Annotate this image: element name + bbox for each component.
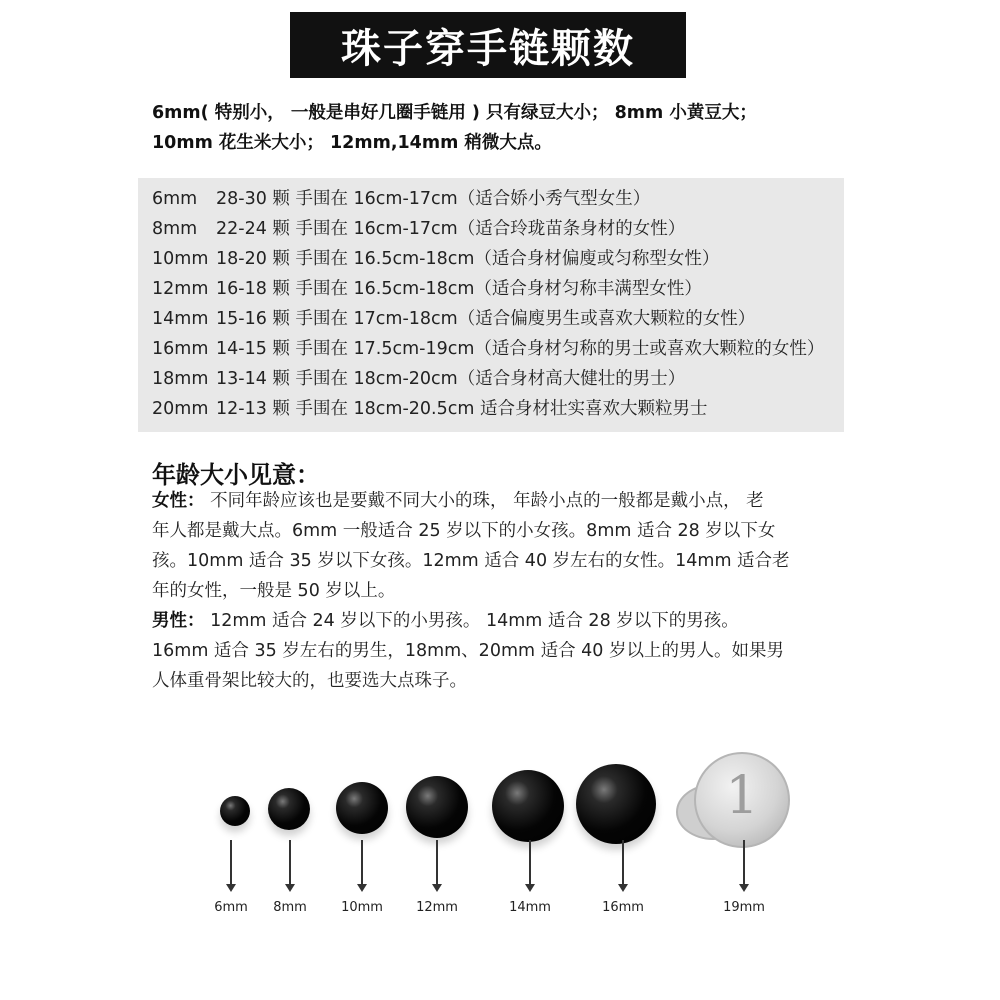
female-line: 孩。10mm 适合 35 岁以下女孩。12mm 适合 40 岁左右的女性。14mm 适合老 [152,551,790,571]
table-row [152,214,685,244]
bead-size-comparison-photo [0,740,1000,940]
bead-6mm [220,796,250,826]
male-paragraph [152,606,852,696]
arrow-down-icon [622,840,624,886]
bead-size: 10mm [152,249,209,269]
male-line: 16mm 适合 35 岁左右的男生，18mm、20mm 适合 40 岁以上的男人。如果男 [152,641,784,661]
intro-line: 6mm( 特别小， 一般是串好几圈手链用 ) 只有绿豆大小； 8mm 小黄豆大； [152,103,757,123]
arrow-down-icon [289,840,291,886]
bead-12mm [406,776,468,838]
male-line: 12mm 适合 24 岁以下的小男孩。 14mm 适合 28 岁以下的男孩。 [204,611,739,631]
bead-size: 18mm [152,369,209,389]
page-title: 珠子穿手链颗数 [290,12,686,78]
bead-info: 13-14 颗 手围在 18cm-20cm（适合身材高大健壮的男士） [216,369,686,389]
male-line: 人体重骨架比较大的，也要选大点珠子。 [152,671,467,691]
intro-line: 10mm 花生米大小； 12mm,14mm 稍微大点。 [152,133,552,153]
bead-size: 14mm [152,309,209,329]
bead-size: 12mm [152,279,209,299]
table-row [152,184,650,214]
bead-8mm [268,788,310,830]
bead-label: 16mm [602,900,644,915]
female-paragraph [152,486,852,606]
bead-info: 28-30 颗 手围在 16cm-17cm（适合娇小秀气型女生） [216,189,651,209]
arrow-down-icon [361,840,363,886]
female-label: 女性： [152,491,205,511]
table-row [152,244,719,274]
male-label: 男性： [152,611,205,631]
arrow-down-icon [230,840,232,886]
bead-label: 10mm [341,900,383,915]
bead-size: 20mm [152,399,209,419]
bead-label: 8mm [273,900,307,915]
female-line: 不同年龄应该也是要戴不同大小的珠， 年龄小点的一般都是戴小点， 老 [204,491,764,511]
arrow-down-icon [743,840,745,886]
table-row [152,394,708,424]
bead-info: 18-20 颗 手围在 16.5cm-18cm（适合身材偏廋或匀称型女性） [216,249,720,269]
bead-size: 8mm [152,219,198,239]
bead-info: 22-24 颗 手围在 16cm-17cm（适合玲珑苗条身材的女性） [216,219,686,239]
table-row [152,364,685,394]
coin-numeral: 1 [725,766,759,826]
bead-size: 16mm [152,339,209,359]
bead-10mm [336,782,388,834]
bead-label: 6mm [214,900,248,915]
table-row [152,334,824,364]
bead-size: 6mm [152,189,198,209]
coin-19mm [694,752,790,848]
bead-label: 19mm [723,900,765,915]
bead-info: 16-18 颗 手围在 16.5cm-18cm（适合身材匀称丰满型女性） [216,279,702,299]
bead-info: 12-13 颗 手围在 18cm-20.5cm 适合身材壮实喜欢大颗粒男士 [216,399,708,419]
bead-14mm [492,770,564,842]
bead-16mm [576,764,656,844]
bead-info: 14-15 颗 手围在 17.5cm-19cm（适合身材匀称的男士或喜欢大颗粒的女性） [216,339,825,359]
table-row [152,274,702,304]
bead-info: 15-16 颗 手围在 17cm-18cm（适合偏廋男生或喜欢大颗粒的女性） [216,309,756,329]
age-section-title: 年龄大小见意： [152,461,320,489]
bead-label: 12mm [416,900,458,915]
bead-count-table [138,178,844,432]
bead-label: 14mm [509,900,551,915]
intro-text [152,98,872,158]
arrow-down-icon [436,840,438,886]
table-row [152,304,755,334]
arrow-down-icon [529,840,531,886]
female-line: 年人都是戴大点。6mm 一般适合 25 岁以下的小女孩。8mm 适合 28 岁以下女 [152,521,776,541]
female-line: 年的女性，一般是 50 岁以上。 [152,581,396,601]
